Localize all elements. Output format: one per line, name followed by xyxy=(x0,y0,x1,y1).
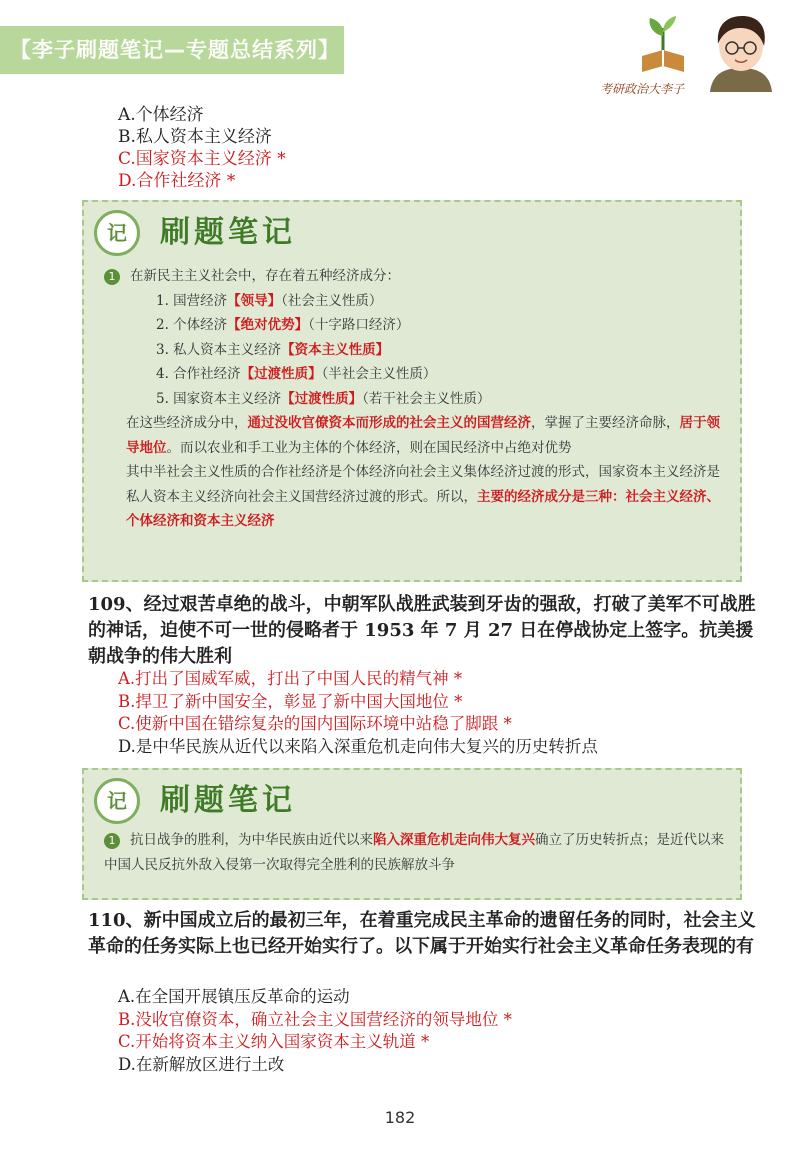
q108-option-a: A.个体经济 xyxy=(118,105,204,125)
q109-options xyxy=(118,668,598,758)
text-span: 抗日战争的胜利，为中华民族由近代以来 xyxy=(130,832,373,848)
question-stem: 110、新中国成立后的最初三年，在着重完成民主革命的遗留任务的同时，社会主义革命的任务实际上也已经开始实行了。以下属于开始实行社会主义革命任务表现的有 xyxy=(88,910,756,957)
economy-item xyxy=(104,387,724,412)
note-paragraph-1 xyxy=(104,411,724,460)
highlight-text: 主要的经济成分是三种：社会主义经济、个体经济和资本主义经济 xyxy=(126,488,720,529)
intro-text: 在新民主主义社会中，存在着五种经济成分： xyxy=(130,268,400,284)
question-109 xyxy=(88,592,758,670)
study-note-box xyxy=(82,768,742,900)
q108-option-b: B.私人资本主义经济 xyxy=(118,127,272,147)
item-tag: 【绝对优势】 xyxy=(227,317,309,333)
item-name: 4. 合作社经济 xyxy=(156,366,241,382)
q109-option-c: C.使新中国在错综复杂的国内国际环境中站稳了脚跟 * xyxy=(118,714,512,733)
item-tag: 【领导】 xyxy=(227,292,282,309)
item-tag: 【过渡性质】 xyxy=(281,390,363,407)
author-signature: 考研政治大李子 xyxy=(600,82,685,96)
author-avatar xyxy=(706,12,776,92)
q110-options xyxy=(118,986,512,1076)
economy-item xyxy=(104,289,724,314)
q108-option-d: D.合作社经济 * xyxy=(118,171,236,191)
highlight-text: 居于领导地位 xyxy=(126,415,720,456)
series-banner: 【李子刷题笔记—专题总结系列】 xyxy=(0,26,344,74)
text-span: 。而以农业和手工业为主体的个体经济，则在国民经济中占绝对优势 xyxy=(166,439,572,456)
economy-item xyxy=(104,313,724,338)
q110-option-a: A.在全国开展镇压反革命的运动 xyxy=(118,987,350,1006)
item-name: 3. 私人资本主义经济 xyxy=(156,341,282,358)
text-span: ，掌握了主要经济命脉， xyxy=(531,415,680,431)
note-body xyxy=(104,828,724,877)
note-icon: 记 xyxy=(94,778,140,824)
q110-option-b: B.没收官僚资本，确立社会主义国营经济的领导地位 * xyxy=(118,1009,512,1029)
highlight-text: 通过没收官僚资本而形成的社会主义的国营经济 xyxy=(247,415,531,431)
text-span: 确立了历史转折点；是近代以来中国人民反抗外敌入侵第一次取得完全胜利的民族解放斗争 xyxy=(104,832,724,873)
study-note-box xyxy=(82,200,742,582)
text-span: 在这些经济成分中， xyxy=(126,415,248,431)
item-note: （半社会主义性质） xyxy=(321,366,437,382)
note-title: 刷题笔记 xyxy=(160,783,296,818)
plant-books-logo xyxy=(636,14,690,76)
question-110 xyxy=(88,908,758,960)
q109-option-a: A.打出了国威军威，打出了中国人民的精气神 * xyxy=(118,669,463,688)
q108-options xyxy=(118,104,286,192)
note-intro xyxy=(104,264,724,289)
economy-item xyxy=(104,338,724,363)
item-tag: 【资本主义性质】 xyxy=(281,341,390,358)
page-number: 182 xyxy=(384,1108,416,1127)
note-number-badge: 1 xyxy=(104,269,120,285)
q110-option-d: D.在新解放区进行土改 xyxy=(118,1054,285,1074)
item-tag: 【过渡性质】 xyxy=(240,366,322,382)
item-name: 2. 个体经济 xyxy=(156,317,228,333)
item-name: 1. 国营经济 xyxy=(156,292,228,309)
item-name: 5. 国家资本主义经济 xyxy=(156,390,282,407)
note-title: 刷题笔记 xyxy=(160,215,296,250)
question-stem: 109、经过艰苦卓绝的战斗，中朝军队战胜武装到牙齿的强敌，打破了美军不可战胜的神话，迫使不可一世的侵略者于 1953 年 7 月 27 日在停战协定上签字。抗美援朝战争的伟大胜利 xyxy=(88,594,756,667)
q109-option-b: B.捍卫了新中国安全，彰显了新中国大国地位 * xyxy=(118,691,463,711)
q110-option-c: C.开始将资本主义纳入国家资本主义轨道 * xyxy=(118,1032,430,1051)
q108-option-c: C.国家资本主义经济 * xyxy=(118,149,286,169)
item-note: （十字路口经济） xyxy=(308,317,410,333)
text-span: 其中半社会主义性质的合作社经济是个体经济向社会主义集体经济过渡的形式，国家资本主义经济是私人资本主义经济向社会主义国营经济过渡的形式。所以， xyxy=(126,464,720,505)
highlight-text: 陷入深重危机走向伟大复兴 xyxy=(373,832,535,848)
note-paragraph-2 xyxy=(104,460,724,534)
note-number-badge: 1 xyxy=(104,833,120,849)
q109-option-d: D.是中华民族从近代以来陷入深重危机走向伟大复兴的历史转折点 xyxy=(118,736,598,756)
economy-item xyxy=(104,362,724,387)
note-paragraph xyxy=(104,828,724,877)
note-body xyxy=(104,264,724,534)
note-icon: 记 xyxy=(94,210,140,256)
item-note: （社会主义性质） xyxy=(281,292,383,309)
item-note: （若干社会主义性质） xyxy=(362,390,491,407)
